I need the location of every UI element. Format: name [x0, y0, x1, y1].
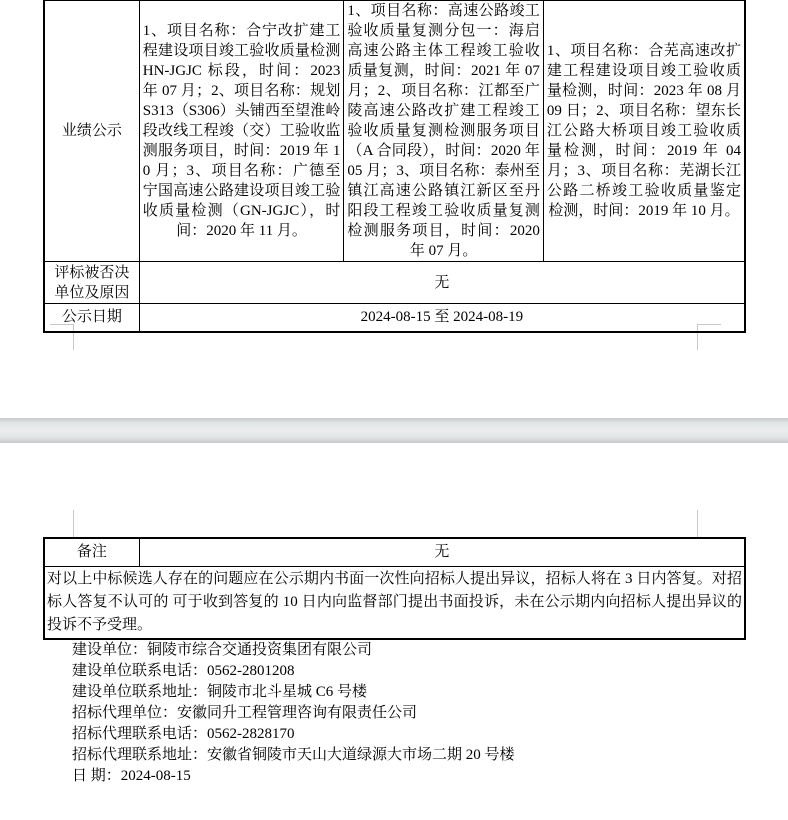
page-corner-mark	[73, 510, 75, 537]
performance-bidder2-cell: 1、项目名称：高速公路竣工验收质量复测分包一：海启高速公路主体工程竣工验收质量复测，时间：2021 年 07 月；2、项目名称：江都至广陵高速公路改扩建工程竣工验收质量复测检测服务项目（A 合同段），时间：2020 年 05 月；3、项目名称：泰州至镇江高速公路镇江新区至丹阳段工程竣工验收质量复测检测服务项目，时间：2020 年 07 月。	[344, 1, 544, 262]
performance-label-cell: 业绩公示	[44, 1, 139, 262]
performance-row	[44, 1, 745, 262]
publicity-label-cell: 公示日期	[44, 304, 139, 332]
bid-result-table	[43, 0, 746, 333]
contact-line-owner-address: 建设单位联系地址：铜陵市北斗星城 C6 号楼	[72, 684, 368, 700]
page-break-band	[0, 418, 788, 443]
remark-label-cell: 备注	[44, 538, 139, 566]
publicity-date-row	[44, 304, 745, 332]
objection-notice-row	[44, 566, 745, 639]
contact-line-agent-phone: 招标代理联系电话：0562-2828170	[72, 726, 295, 742]
contact-info-block	[72, 640, 515, 787]
rejected-row	[44, 262, 745, 304]
remark-table	[43, 537, 746, 640]
rejected-value-cell: 无	[139, 262, 745, 304]
contact-line-owner: 建设单位：铜陵市综合交通投资集团有限公司	[72, 642, 373, 658]
contact-line-date: 日 期：2024-08-15	[72, 768, 191, 784]
publicity-value-cell: 2024-08-15 至 2024-08-19	[139, 304, 745, 332]
remark-value-cell: 无	[139, 538, 745, 566]
rejected-label-cell: 评标被否决单位及原因	[44, 262, 139, 304]
page-corner-mark	[697, 510, 699, 537]
performance-bidder1-cell: 1、项目名称：合宁改扩建工程建设项目竣工验收质量检测 HN-JGJC 标段，时间：2023 年 07 月；2、项目名称：规划 S313（S306）头铺西至望淮岭段改线工程竣（交）工验收监测服务项目，时间：2019 年 10 月；3、项目名称：广德至宁国高速公路建设项目竣工验收质量检测（GN-JGJC），时间：2020 年 11 月。	[139, 1, 344, 262]
contact-line-owner-phone: 建设单位联系电话：0562-2801208	[72, 663, 295, 679]
contact-line-agent-address: 招标代理联系地址：安徽省铜陵市天山大道绿源大市场二期 20 号楼	[72, 747, 515, 763]
remark-row	[44, 538, 745, 566]
performance-bidder3-cell: 1、项目名称：合芜高速改扩建工程建设项目竣工验收质量检测，时间：2023 年 08 月 09 日；2、项目名称：望东长江公路大桥项目竣工验收质量检测，时间：2019 年 04 月；3、项目名称：芜湖长江公路二桥竣工验收质量鉴定检测，时间：2019 年 10 月。	[543, 1, 745, 262]
contact-line-agent: 招标代理单位：安徽同升工程管理咨询有限责任公司	[72, 705, 418, 721]
objection-notice-cell: 对以上中标候选人存在的问题应在公示期内书面一次性向招标人提出异议，招标人将在 3 日内答复。对招标人答复不认可的 可于收到答复的 10 日内向监督部门提出书面投诉，未在公示期内向招标人提出异议的投诉不予受理。	[44, 566, 745, 639]
